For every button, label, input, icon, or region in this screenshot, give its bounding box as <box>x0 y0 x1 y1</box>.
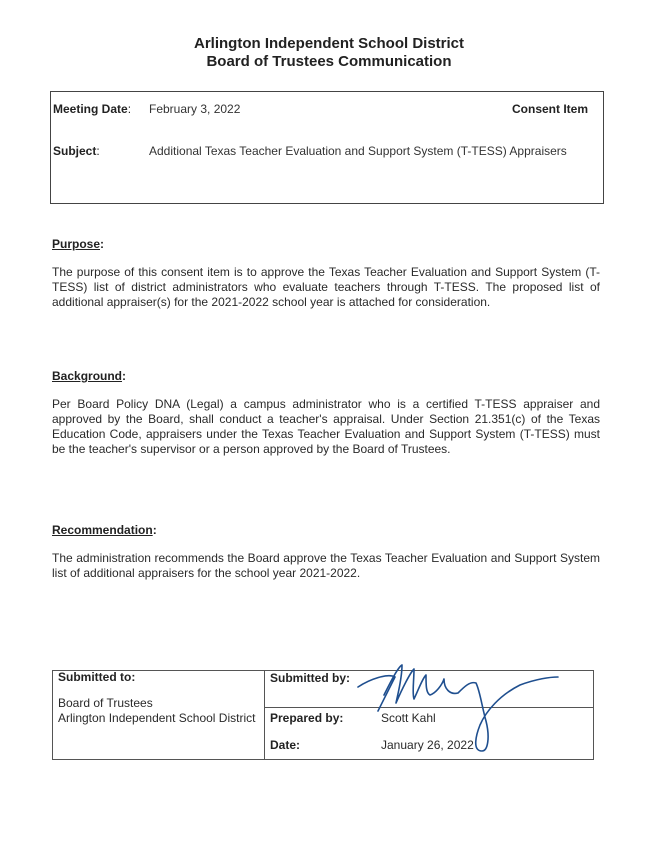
submitted-to-label: Submitted to: <box>58 670 136 684</box>
signature-image <box>340 655 570 755</box>
district-name: Arlington Independent School District <box>194 35 464 52</box>
background-text: Per Board Policy DNA (Legal) a campus administrator who is a certified T-TESS appraiser and approved by the Board, shall conduct a teacher's appraisal. Under Section 21.351(c) of the Texas Education Code, appraisers under the Texas Teacher Evaluation and Support System (T-TESS) must be the teacher's supervisor or a person approved by the Board of Trustees. <box>52 397 600 456</box>
submitted-by-label: Submitted by: <box>270 671 350 685</box>
submitted-to-line1: Board of Trustees <box>58 696 153 710</box>
purpose-heading: Purpose: <box>52 237 105 251</box>
background-heading: Background: <box>52 369 127 383</box>
submitted-to-line2: Arlington Independent School District <box>58 711 256 725</box>
document-title: Board of Trustees Communication <box>206 53 452 70</box>
prepared-by-value: Scott Kahl <box>381 711 436 725</box>
purpose-text: The purpose of this consent item is to approve the Texas Teacher Evaluation and Support System (T-TESS) list of district administrators who evaluate teachers through T-TESS. The proposed list of additional appraiser(s) for the 2021-2022 school year is attached for consideration. <box>52 265 600 309</box>
signature-stroke <box>358 665 558 751</box>
date-label: Date: <box>270 738 301 752</box>
submission-divider-vertical <box>264 670 265 760</box>
prepared-by-label: Prepared by: <box>270 711 344 725</box>
recommendation-text: The administration recommends the Board approve the Texas Teacher Evaluation and Support System list of additional appraisers for the school year 2021-2022. <box>52 551 600 580</box>
item-type: Consent Item <box>512 102 589 116</box>
subject-label: Subject: <box>53 144 100 158</box>
date-value: January 26, 2022 <box>381 738 474 752</box>
meeting-date-label: Meeting Date: <box>53 102 132 116</box>
subject-value: Additional Texas Teacher Evaluation and Support System (T-TESS) Appraisers <box>149 144 567 158</box>
meeting-date-value: February 3, 2022 <box>149 102 241 116</box>
recommendation-heading: Recommendation: <box>52 523 157 537</box>
